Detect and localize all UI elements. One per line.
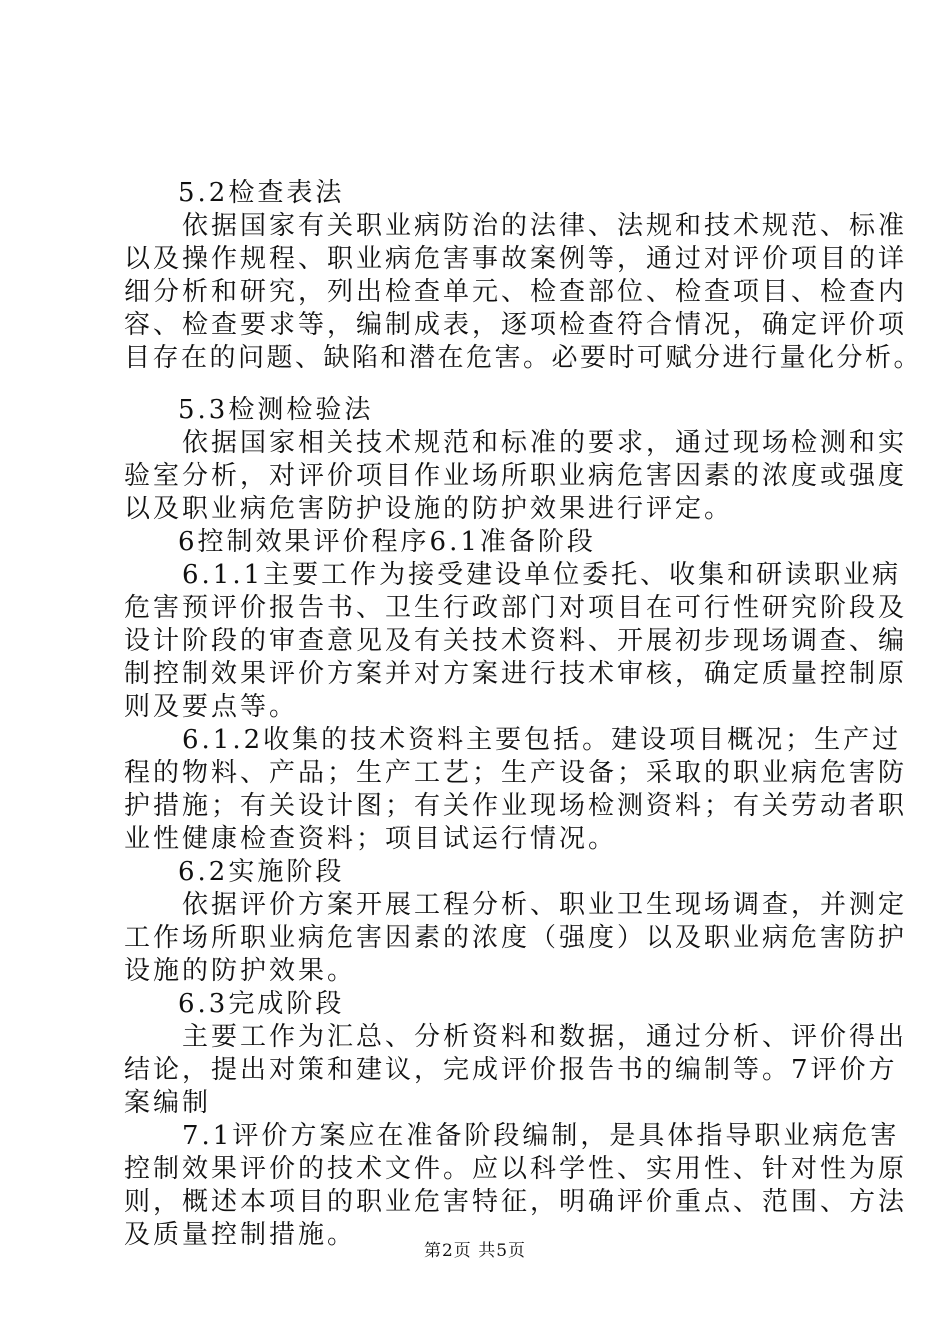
paragraph-line: 容、检查要求等，编制成表，逐项检查符合情况，确定评价项: [124, 310, 908, 340]
section-heading-6: 6控制效果评价程序6.1准备阶段: [178, 527, 596, 557]
paragraph-line: 主要工作为汇总、分析资料和数据，通过分析、评价得出: [182, 1022, 908, 1052]
paragraph-line: 及质量控制措施。: [124, 1220, 357, 1250]
paragraph-line: 危害预评价报告书、卫生行政部门对项目在可行性研究阶段及: [124, 593, 908, 623]
paragraph-line: 案编制: [124, 1088, 212, 1118]
paragraph-line: 则及要点等。: [124, 692, 299, 722]
paragraph-line: 控制效果评价的技术文件。应以科学性、实用性、针对性为原: [124, 1154, 908, 1184]
paragraph-line: 则，概述本项目的职业危害特征，明确评价重点、范围、方法: [124, 1187, 908, 1217]
section-heading-6-2: 6.2实施阶段: [178, 857, 345, 887]
paragraph-line: 依据评价方案开展工程分析、职业卫生现场调查，并测定: [182, 890, 908, 920]
paragraph-line: 设施的防护效果。: [124, 956, 357, 986]
paragraph-line: 目存在的问题、缺陷和潜在危害。必要时可赋分进行量化分析。: [124, 343, 923, 373]
paragraph-line: 依据国家有关职业病防治的法律、法规和技术规范、标准: [182, 211, 908, 241]
section-heading-6-3: 6.3完成阶段: [178, 989, 345, 1019]
paragraph-line: 结论，提出对策和建议，完成评价报告书的编制等。7评价方: [124, 1055, 898, 1085]
paragraph-line: 7.1评价方案应在准备阶段编制，是具体指导职业病危害: [182, 1121, 900, 1151]
paragraph-line: 设计阶段的审查意见及有关技术资料、开展初步现场调查、编: [124, 626, 908, 656]
paragraph-line: 工作场所职业病危害因素的浓度（强度）以及职业病危害防护: [124, 923, 908, 953]
section-heading-5-2: 5.2检查表法: [178, 178, 345, 208]
paragraph-line: 细分析和研究，列出检查单元、检查部位、检查项目、检查内: [124, 277, 908, 307]
paragraph-line: 依据国家相关技术规范和标准的要求，通过现场检测和实: [182, 428, 908, 458]
paragraph-line: 以及操作规程、职业病危害事故案例等，通过对评价项目的详: [124, 244, 908, 274]
paragraph-line: 护措施；有关设计图；有关作业现场检测资料；有关劳动者职: [124, 791, 908, 821]
paragraph-line: 业性健康检查资料；项目试运行情况。: [124, 824, 618, 854]
section-heading-5-3: 5.3检测检验法: [178, 395, 374, 425]
paragraph-line: 验室分析，对评价项目作业场所职业病危害因素的浓度或强度: [124, 461, 908, 491]
page-number-footer: 第2页 共5页: [423, 1241, 527, 1261]
paragraph-line: 制控制效果评价方案并对方案进行技术审核，确定质量控制原: [124, 659, 908, 689]
paragraph-line: 6.1.1主要工作为接受建设单位委托、收集和研读职业病: [182, 560, 902, 590]
paragraph-line: 以及职业病危害防护设施的防护效果进行评定。: [124, 494, 734, 524]
paragraph-line: 程的物料、产品；生产工艺；生产设备；采取的职业病危害防: [124, 758, 908, 788]
paragraph-line: 6.1.2收集的技术资料主要包括。建设项目概况；生产过: [182, 725, 902, 755]
